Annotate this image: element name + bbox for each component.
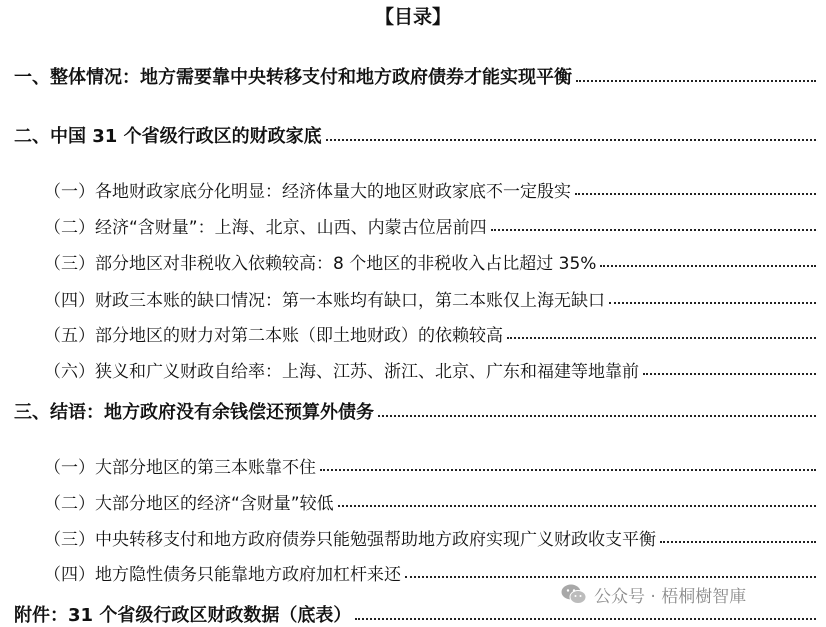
toc-entry-3-1[interactable]	[44, 452, 826, 478]
toc-entry-2[interactable]	[14, 122, 826, 148]
toc-entry-text: （六）狭义和广义财政自给率：上海、江苏、浙江、北京、广东和福建等地靠前	[44, 361, 639, 382]
dot-leader	[355, 618, 816, 620]
toc-entry-text: （二）大部分地区的经济“含财量”较低	[44, 493, 334, 514]
toc-entry-text: 附件：31 个省级行政区财政数据（底表）	[14, 605, 352, 626]
toc-entry-text: 一、整体情况：地方需要靠中央转移支付和地方政府债券才能实现平衡	[14, 67, 572, 88]
dot-leader	[643, 373, 816, 375]
dot-leader	[507, 337, 816, 339]
toc-entry-3-3[interactable]	[44, 524, 826, 550]
toc-entry-text: （二）经济“含财量”：上海、北京、山西、内蒙古位居前四	[44, 217, 487, 238]
toc-entry-text: 三、结语：地方政府没有余钱偿还预算外债务	[14, 402, 374, 423]
dot-leader	[338, 505, 816, 507]
toc-entry-text: （一）大部分地区的第三本账靠不住	[44, 457, 316, 478]
toc-entry-3-2[interactable]	[44, 488, 826, 514]
dot-leader	[600, 265, 816, 267]
toc-entry-2-5[interactable]	[44, 320, 826, 346]
toc-title: 【目录】	[374, 6, 451, 28]
toc-entry-2-2[interactable]	[44, 212, 826, 238]
watermark	[560, 580, 752, 608]
toc-entry-text: （四）财政三本账的缺口情况：第一本账均有缺口，第二本账仅上海无缺口	[44, 290, 605, 311]
dot-leader	[491, 229, 816, 231]
toc-entry-text: （五）部分地区的财力对第二本账（即土地财政）的依赖较高	[44, 325, 503, 346]
toc-entry-3[interactable]	[14, 398, 826, 424]
wechat-icon	[560, 582, 588, 606]
dot-leader	[405, 576, 816, 578]
toc-entry-text: （三）部分地区对非税收入依赖较高：8 个地区的非税收入占比超过 35%	[44, 253, 597, 274]
toc-entry-2-6[interactable]	[44, 356, 826, 382]
toc-entry-text: （四）地方隐性债务只能靠地方政府加杠杆来还	[44, 564, 401, 585]
dot-leader	[660, 541, 816, 543]
dot-leader	[320, 469, 816, 471]
toc-entry-text: （一）各地财政家底分化明显：经济体量大的地区财政家底不一定殷实	[44, 181, 571, 202]
dot-leader	[609, 302, 816, 304]
dot-leader	[575, 193, 816, 195]
dot-leader	[378, 415, 816, 417]
toc-entry-2-4[interactable]	[44, 285, 826, 311]
toc-entry-2-1[interactable]	[44, 176, 826, 202]
dot-leader	[326, 139, 816, 141]
watermark-text: 公众号 · 梧桐樹智庫	[594, 586, 747, 607]
toc-entry-2-3[interactable]	[44, 248, 826, 274]
dot-leader	[576, 80, 816, 82]
toc-entry-text: （三）中央转移支付和地方政府债券只能勉强帮助地方政府实现广义财政收支平衡	[44, 529, 656, 550]
toc-entry-text: 二、中国 31 个省级行政区的财政家底	[14, 126, 322, 147]
toc-entry-1[interactable]	[14, 63, 826, 89]
